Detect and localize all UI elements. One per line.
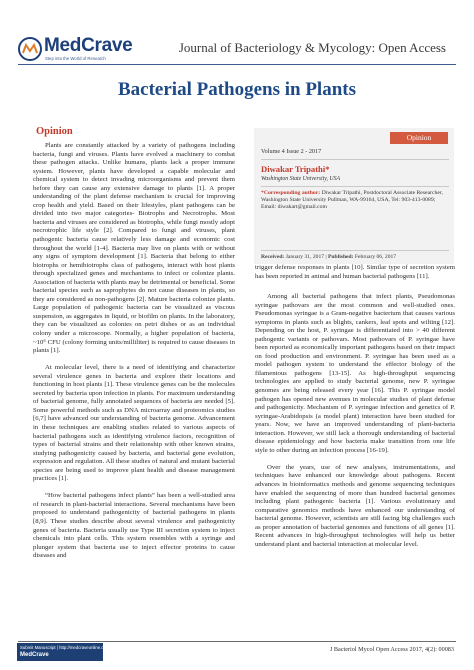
corresponding-author-label: *Corresponding author: <box>261 190 321 196</box>
footer-citation: J Bacteriol Mycol Open Access 2017, 4(2): 00083 <box>329 646 454 653</box>
info-divider <box>261 250 449 251</box>
published-label: Published: <box>328 254 354 260</box>
received-label: Received: <box>261 254 285 260</box>
info-divider <box>261 159 449 160</box>
article-dates: Received: January 31, 2017 | Published: February 06, 2017 <box>261 254 397 260</box>
info-divider <box>261 186 449 187</box>
corresponding-author <box>261 190 449 212</box>
author-name: Diwakar Tripathi* <box>261 164 330 174</box>
body-paragraph: trigger defense responses in plants [10]. Similar type of secretion system has been reported in animal and human bacterial pathogens [11]. <box>255 264 455 280</box>
body-paragraph: At molecular level, there is a need of identifying and characterize several virulence genes in bacteria and explore their locations and functioning in host plants [1]. These virulence genes can be the molecules secreted by bacteria upon infection in plants. For maximum understanding of bacterial genome, fully annotated sequences of bacteria are needed [5]. Some powerful methods such as DNA microarray and proteomics studies [6,7] have advanced our understanding of bacteria genome. Advancement in these techniques are enabling studies related to various aspects of bacterial pathogens such as identifying virulence factors, recognition of types of bacterial strains and their relationship with other known strains, studying pathogenicity caused by bacteria, and bacterial gene evolution, expression and regulation. All these studies of natural and mutant bacterial species are being used to improve plant health and disease management practices [1]. <box>33 364 235 483</box>
footer-brand: MedCrave <box>20 652 49 658</box>
journal-title: Journal of Bacteriology & Mycology: Open Access <box>178 40 446 55</box>
header-divider <box>18 64 456 65</box>
volume-issue: Volume 4 Issue 2 - 2017 <box>261 148 322 155</box>
article-type-badge: Opinion <box>390 132 448 144</box>
article-title: Bacterial Pathogens in Plants <box>117 79 357 100</box>
logo-tagline: Step into the World of Research <box>45 56 106 61</box>
article-info-box <box>254 128 454 264</box>
logo-text: MedCrave <box>44 35 133 56</box>
medcrave-logo-icon <box>18 37 42 61</box>
corresponding-author-text: Diwakar Tripathi, Postdoctoral Associate Researcher, Washington State University Pullman, WA-99164, USA, Tel: 903-413-0089; Email: diwakart@gmail.com <box>261 190 443 211</box>
medcrave-logo[interactable] <box>18 35 148 65</box>
section-heading: Opinion <box>36 126 73 137</box>
right-column <box>255 293 455 549</box>
body-paragraph: Among all bacterial pathogens that infect plants, Pseudomonas syringae pathovars are the most common and well-studied ones. Pseudomonas syringae is a Gram-negative bacterium that causes various symptoms in plants such as blights, cankers, leaf spots and wilting [12]. Depending on the host, P. syringae is differentiated into > 40 different pathogenic variants or pathovars. Most pathovars of P. syringae have been reported as economically important pathogens based on their impact on food production and environment. P. syringae has been used as a model pathogen system to understand the effector biology of the filamentous pathogens [13-15]. As high-throughput sequencing technologies are applied to study bacterial genome, new P. syringae genomes are being released every year [16]. This P. syringae model pathogen has opened new avenues in molecular studies of plant defense and pathogenicity. Mechanism of P. syringae infection and genetics of P. syringae-Arabidopsis (a model plant) interaction have been studied for years. Now, we have an improved understanding of plant-bacteria interaction. However, we still lack a thorough understanding of bacterial disease epidemiology and how bacteria make transition from one life style to other during an infection process [16-19]. <box>255 293 455 454</box>
right-column-continuation <box>255 264 455 281</box>
published-date: February 06, 2017 <box>354 254 397 260</box>
received-date: January 31, 2017 <box>285 254 325 260</box>
footer-divider <box>18 641 456 642</box>
submit-manuscript-link[interactable] <box>17 643 110 661</box>
left-column <box>33 142 235 561</box>
author-affiliation: Washington State University, USA <box>261 176 341 182</box>
body-paragraph: Over the years, use of new analyses, instrumentations, and techniques have enhanced our knowledge about pathogens. Recent advances in bioinformatics methods and genome sequencing techniques have enabled the sequencing of more than hundred bacterial genomes including plant pathogenic bacteria [1]. Various evolutionary and comparative genomics methods have enhanced our understanding of bacterial genome. However, scientists are still facing big challenges such as proper annotation of bacterial genomes and functions of all genes [1]. Recent advances in high-throughput technologies will help us better understand plant and bacterial interaction at molecular level. <box>255 463 455 548</box>
body-paragraph: “How bacterial pathogens infect plants” has been a well-studied area of research in plant-bacterial interactions. Several mechanisms have been proposed to understand pathogenicity of bacterial pathogens in plants [8,9]. These studies describe about several virulence and pathogenicity genes of bacteria. Bacteria usually use Type III secretion system to inject chemicals into plant cells. This system resembles with a syringe and plunger system that bacteria use to inject effector proteins to cause diseases and <box>33 492 235 560</box>
submit-manuscript-text: Submit Manuscript | http://medcraveonline.com <box>20 645 110 650</box>
body-paragraph: Plants are constantly attacked by a variety of pathogens including bacteria, fungi and viruses. Plants have evolved a machinery to combat these pathogen attacks. Unlike humans, plants lack a proper immune system. However, plants have developed a capable molecular and chemical system to detect invading microorganisms and prevent them before they can cause any extensive damage to plants [1]. A proper understanding of the plant defense mechanism is crucial for improving crop health and yield. Based on their lifestyles, plant pathogens can be divided into two major categories- Biotrophs and Necrotrophs. Most bacteria and viruses are considered as biotrophs, while fungi mostly adopt necrotrophic life style [2]. Compared to fungi and viruses, plant pathogenic bacteria cause relatively less damage and economic cost throughout the world [1-4]. Bacteria may live on plants with or without any signs of symptom development [1]. Bacteria that belong to either biotrophs or hemibiotrophs class of pathogens, interact with host plants through specialized genes and mechanisms to infect or colonize plants. Association of bacteria with plants may be detrimental or beneficial. Some bacterial species such as saprophytes do not cause diseases in plants, so they are considered as non-pathogens [2]. Mature bacteria colonize plants. Large population of pathogenic bacteria can be visualized as viscous suspension, as aggregates in liquid, or biofilm on plants. In the laboratory, they can be visualized as colonies on petri dishes or as an individual colony under a microscope. Normally, a higher population of bacteria, ~10⁶ CFU (colony forming units/milliliter) is required to cause diseases in plants [1]. <box>33 142 235 355</box>
